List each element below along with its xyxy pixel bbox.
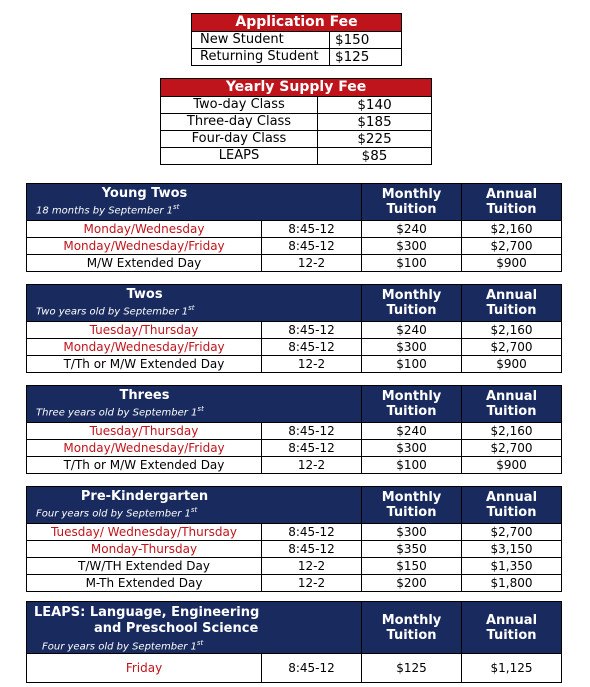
class-time: 8:45-12 <box>262 423 362 440</box>
monthly-tuition-header: Monthly Tuition <box>362 602 462 654</box>
fee-row <box>161 114 432 131</box>
annual-tuition: $1,350 <box>462 558 562 575</box>
class-time: 12-2 <box>262 255 362 272</box>
table-row <box>27 221 562 238</box>
program-eligibility: Four years old by September 1st <box>36 506 198 520</box>
tuition-table-pre-kindergarten <box>26 486 562 592</box>
fee-row <box>161 97 432 114</box>
annual-tuition-header: Annual Tuition <box>462 386 562 423</box>
fee-label: LEAPS <box>161 148 318 165</box>
monthly-tuition: $200 <box>362 575 462 592</box>
table-row <box>27 541 562 558</box>
class-days: Tuesday/Thursday <box>27 423 262 440</box>
class-time: 12-2 <box>262 457 362 474</box>
class-time: 8:45-12 <box>262 654 362 683</box>
program-title: Threes <box>119 388 170 403</box>
program-eligibility: Two years old by September 1st <box>36 304 195 318</box>
monthly-tuition: $240 <box>362 221 462 238</box>
monthly-tuition: $125 <box>362 654 462 683</box>
fee-row <box>192 49 402 66</box>
fee-value: $150 <box>330 32 402 49</box>
monthly-tuition: $350 <box>362 541 462 558</box>
fee-value: $125 <box>330 49 402 66</box>
program-header <box>27 285 362 322</box>
fee-label: New Student <box>192 32 330 49</box>
class-days: T/Th or M/W Extended Day <box>27 457 262 474</box>
program-title: Young Twos <box>101 186 188 201</box>
table-row <box>27 558 562 575</box>
annual-tuition-header: Annual Tuition <box>462 184 562 221</box>
monthly-tuition: $300 <box>362 524 462 541</box>
fee-row <box>192 32 402 49</box>
monthly-tuition-header: Monthly Tuition <box>362 386 462 423</box>
class-time: 8:45-12 <box>262 339 362 356</box>
class-days: T/Th or M/W Extended Day <box>27 356 262 373</box>
table-row <box>27 255 562 272</box>
annual-tuition-header: Annual Tuition <box>462 487 562 524</box>
tuition-table-leaps <box>26 601 562 683</box>
fee-label: Three-day Class <box>161 114 318 131</box>
class-days: Tuesday/ Wednesday/Thursday <box>27 524 262 541</box>
class-days: Monday/Wednesday <box>27 221 262 238</box>
class-time: 8:45-12 <box>262 541 362 558</box>
tuition-table-twos <box>26 284 562 373</box>
class-time: 8:45-12 <box>262 524 362 541</box>
program-header <box>27 386 362 423</box>
monthly-tuition: $240 <box>362 322 462 339</box>
program-eligibility: 18 months by September 1st <box>36 203 180 217</box>
annual-tuition: $2,160 <box>462 322 562 339</box>
class-days: Tuesday/Thursday <box>27 322 262 339</box>
class-time: 12-2 <box>262 575 362 592</box>
fee-row <box>161 148 432 165</box>
table-row <box>27 440 562 457</box>
table-row <box>27 524 562 541</box>
table-row <box>27 575 562 592</box>
fee-label: Four-day Class <box>161 131 318 148</box>
class-time: 8:45-12 <box>262 238 362 255</box>
program-title: Pre-Kindergarten <box>80 489 209 504</box>
annual-tuition: $2,160 <box>462 423 562 440</box>
application-fee-title: Application Fee <box>192 14 402 32</box>
class-time: 12-2 <box>262 558 362 575</box>
table-row <box>27 356 562 373</box>
annual-tuition: $900 <box>462 356 562 373</box>
class-days: M/W Extended Day <box>27 255 262 272</box>
annual-tuition-header: Annual Tuition <box>462 602 562 654</box>
class-days: M-Th Extended Day <box>27 575 262 592</box>
annual-tuition-header: Annual Tuition <box>462 285 562 322</box>
monthly-tuition: $150 <box>362 558 462 575</box>
table-row <box>27 238 562 255</box>
monthly-tuition: $100 <box>362 457 462 474</box>
annual-tuition: $2,160 <box>462 221 562 238</box>
program-title-line-2: and Preschool Science <box>94 621 259 636</box>
fee-row <box>161 131 432 148</box>
class-days: T/W/TH Extended Day <box>27 558 262 575</box>
annual-tuition: $1,800 <box>462 575 562 592</box>
fee-value: $140 <box>318 97 432 114</box>
annual-tuition: $2,700 <box>462 339 562 356</box>
tuition-table-young-twos <box>26 183 562 272</box>
class-days: Friday <box>27 654 262 683</box>
supply-fee-table <box>160 78 432 165</box>
class-time: 8:45-12 <box>262 322 362 339</box>
program-title: Twos <box>126 287 163 302</box>
class-days: Monday/Wednesday/Friday <box>27 440 262 457</box>
annual-tuition: $900 <box>462 255 562 272</box>
monthly-tuition: $100 <box>362 255 462 272</box>
program-title: LEAPS: Language, Engineering <box>34 605 260 620</box>
program-header <box>27 487 362 524</box>
table-row <box>27 457 562 474</box>
class-days: Monday-Thursday <box>27 541 262 558</box>
monthly-tuition: $300 <box>362 440 462 457</box>
class-days: Monday/Wednesday/Friday <box>27 339 262 356</box>
supply-fee-title: Yearly Supply Fee <box>161 79 432 97</box>
annual-tuition: $2,700 <box>462 524 562 541</box>
monthly-tuition-header: Monthly Tuition <box>362 184 462 221</box>
program-eligibility: Four years old by September 1st <box>42 639 204 653</box>
table-row <box>27 339 562 356</box>
fee-label: Returning Student <box>192 49 330 66</box>
table-row <box>27 322 562 339</box>
annual-tuition: $1,125 <box>462 654 562 683</box>
monthly-tuition: $240 <box>362 423 462 440</box>
monthly-tuition-header: Monthly Tuition <box>362 285 462 322</box>
monthly-tuition: $300 <box>362 339 462 356</box>
annual-tuition: $2,700 <box>462 238 562 255</box>
fee-value: $185 <box>318 114 432 131</box>
program-header <box>27 602 362 654</box>
annual-tuition: $2,700 <box>462 440 562 457</box>
table-row <box>27 654 562 683</box>
class-time: 8:45-12 <box>262 440 362 457</box>
monthly-tuition: $100 <box>362 356 462 373</box>
fee-value: $225 <box>318 131 432 148</box>
tuition-table-threes <box>26 385 562 474</box>
monthly-tuition-header: Monthly Tuition <box>362 487 462 524</box>
fee-value: $85 <box>318 148 432 165</box>
class-time: 12-2 <box>262 356 362 373</box>
fee-label: Two-day Class <box>161 97 318 114</box>
class-days: Monday/Wednesday/Friday <box>27 238 262 255</box>
annual-tuition: $900 <box>462 457 562 474</box>
class-time: 8:45-12 <box>262 221 362 238</box>
application-fee-table <box>191 13 402 66</box>
annual-tuition: $3,150 <box>462 541 562 558</box>
table-row <box>27 423 562 440</box>
program-eligibility: Three years old by September 1st <box>36 405 204 419</box>
monthly-tuition: $300 <box>362 238 462 255</box>
program-header <box>27 184 362 221</box>
